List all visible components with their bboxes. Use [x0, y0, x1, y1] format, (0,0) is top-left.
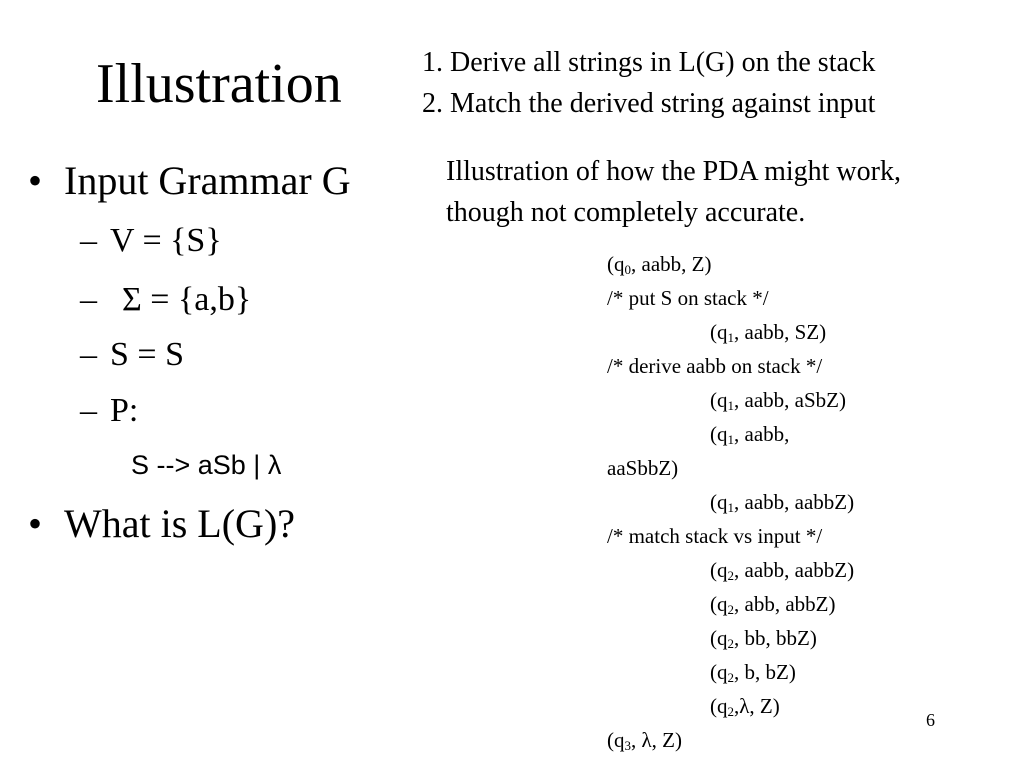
bullet-input-grammar	[28, 157, 351, 205]
sub-bullet-text: P:	[110, 392, 139, 429]
slide-title: Illustration	[96, 53, 342, 115]
production-rule: S --> aSb | λ	[131, 450, 282, 480]
sub-bullet-alphabet	[80, 279, 251, 321]
sub-bullet-text: V = {S}	[110, 222, 222, 259]
trace-configuration: ($q_2$, b, bZ)	[710, 660, 796, 685]
sub-bullet-start-symbol	[80, 334, 184, 376]
trace-configuration-continued: aaSbbZ)	[607, 456, 679, 480]
dash-marker: –	[80, 392, 97, 429]
trace-comment: /* derive aabb on stack */	[607, 354, 823, 378]
trace-comment: /* match stack vs input */	[607, 524, 823, 548]
dash-marker: –	[80, 336, 97, 373]
trace-configuration: ($q_1$, aabb, aSbZ)	[710, 388, 846, 413]
trace-configuration: ($q_1$, aabb, SZ)	[710, 320, 827, 345]
trace-configuration: ($q_0$, aabb, Z)	[607, 252, 712, 277]
bullet-marker: •	[28, 158, 43, 203]
illustration-note-line: though not completely accurate.	[446, 197, 806, 228]
sub-bullet-text: S = S	[110, 336, 184, 373]
step-derive: 1. Derive all strings in L(G) on the stack	[422, 47, 876, 78]
sub-bullet-variables	[80, 220, 222, 262]
trace-configuration: ($q_2,\lambda$, Z)	[710, 694, 780, 719]
bullet-text: What is L(G)?	[64, 501, 296, 546]
bullet-marker: •	[28, 501, 43, 546]
bullet-text: Input Grammar G	[64, 158, 351, 203]
bullet-question	[28, 500, 295, 548]
step-match: 2. Match the derived string against input	[422, 88, 876, 119]
trace-configuration: ($q_3$, λ, Z)	[607, 728, 683, 753]
trace-configuration: ($q_2$, aabb, aabbZ)	[710, 558, 855, 583]
trace-configuration: ($q_2$, bb, bbZ)	[710, 626, 817, 651]
dash-marker: –	[80, 281, 97, 318]
trace-configuration: ($q_1$, aabb, aabbZ)	[710, 490, 855, 515]
illustration-note-line: Illustration of how the PDA might work,	[446, 156, 901, 187]
trace-comment: /* put S on stack */	[607, 286, 769, 310]
sub-bullet-productions	[80, 390, 138, 432]
trace-configuration: ($q_1$, aabb,	[710, 422, 790, 447]
trace-configuration: ($q_2$, abb, abbZ)	[710, 592, 836, 617]
page-number: 6	[926, 710, 935, 730]
sub-bullet-text: Σ = {a,b}	[122, 281, 252, 318]
dash-marker: –	[80, 222, 97, 259]
